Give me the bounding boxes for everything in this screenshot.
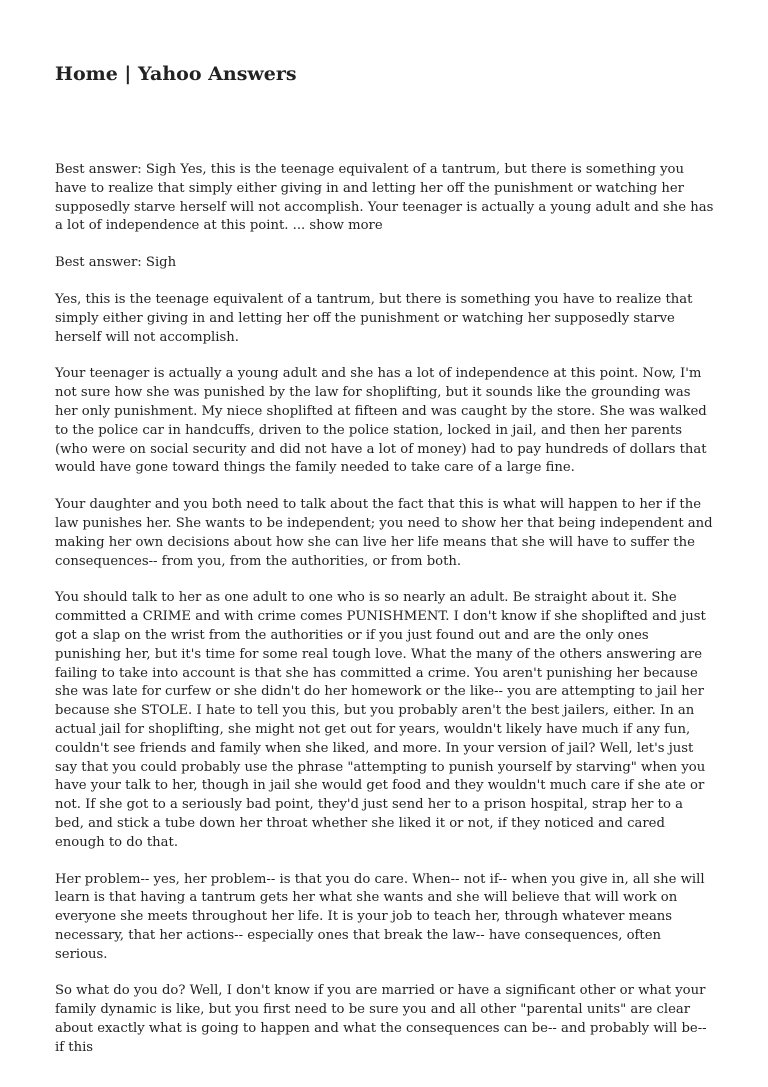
paragraph: Your teenager is actually a young adult and she has a lot of independence at this point. Now, I'm not sure how she was punished by the law for shoplifting, but it sounds like the grounding was her only punishment. My niece shoplifted at fifteen and was caught by the store. She was walked to the police car in handcuffs, driven to the police station, locked in jail, and then her parents (who were on social security and did not have a lot of money) had to pay hundreds of dollars that would have gone toward things the family needed to take care of a large fine.: [55, 366, 707, 476]
paragraph: Best answer: Sigh: [55, 255, 177, 271]
paragraph: Her problem-- yes, her problem-- is that you do care. When-- not if-- when you give in, all she will learn is that having a tantrum gets her what she wants and she will believe that will work on everyone she meets throughout her life. It is your job to teach her, through whatever means necessary, that her actions-- especially ones that break the law-- have consequences, often serious.: [55, 871, 705, 962]
paragraph: Yes, this is the teenage equivalent of a tantrum, but there is something you have to realize that simply either giving in and letting her off the punishment or watching her supposedly starve herself will not accomplish.: [55, 291, 693, 345]
paragraph: Your daughter and you both need to talk about the fact that this is what will happen to her if the law punishes her. She wants to be independent; you need to show her that being independent and making her own decisions about how she can live her life means that she will have to suffer the consequences-- from you, from the authorities, or from both.: [55, 497, 713, 569]
document-body: [55, 161, 715, 1076]
paragraph: Best answer: Sigh Yes, this is the teenage equivalent of a tantrum, but there is something you have to realize that simply either giving in and letting her off the punishment or watching her supposedly starve herself will not accomplish. Your teenager is actually a young adult and she has a lot of independence at this point. ... show more: [55, 162, 714, 234]
page-title: Home | Yahoo Answers: [55, 63, 297, 85]
paragraph: You should talk to her as one adult to one who is so nearly an adult. Be straight about it. She committed a CRIME and with crime comes PUNISHMENT. I don't know if she shoplifted and just got a slap on the wrist from the authorities or if you just found out and are the only ones punishing her, but it's time for some real tough love. What the many of the others answering are failing to take into account is that she has committed a crime. You aren't punishing her because she was late for curfew or she didn't do her homework or the like-- you are attempting to jail her because she STOLE. I hate to tell you this, but you probably aren't the best jailers, either. In an actual jail for shoplifting, she might not get out for years, wouldn't likely have much if any fun, couldn't see friends and family when she liked, and more. In your version of jail? Well, let's just say that you could probably use the phrase "attempting to punish yourself by starving" when you have your talk to her, though in jail she would get food and they wouldn't much care if she ate or not. If she got to a seriously bad point, they'd just send her to a prison hospital, strap her to a bed, and stick a tube down her throat whether she liked it or not, if they noticed and cared enough to do that.: [55, 590, 706, 850]
paragraph: So what do you do? Well, I don't know if you are married or have a significant other or what your family dynamic is like, but you first need to be sure you and all other "parental units" are clear about exactly what is going to happen and what the consequences can be-- and probably will be-- if this: [55, 983, 707, 1055]
